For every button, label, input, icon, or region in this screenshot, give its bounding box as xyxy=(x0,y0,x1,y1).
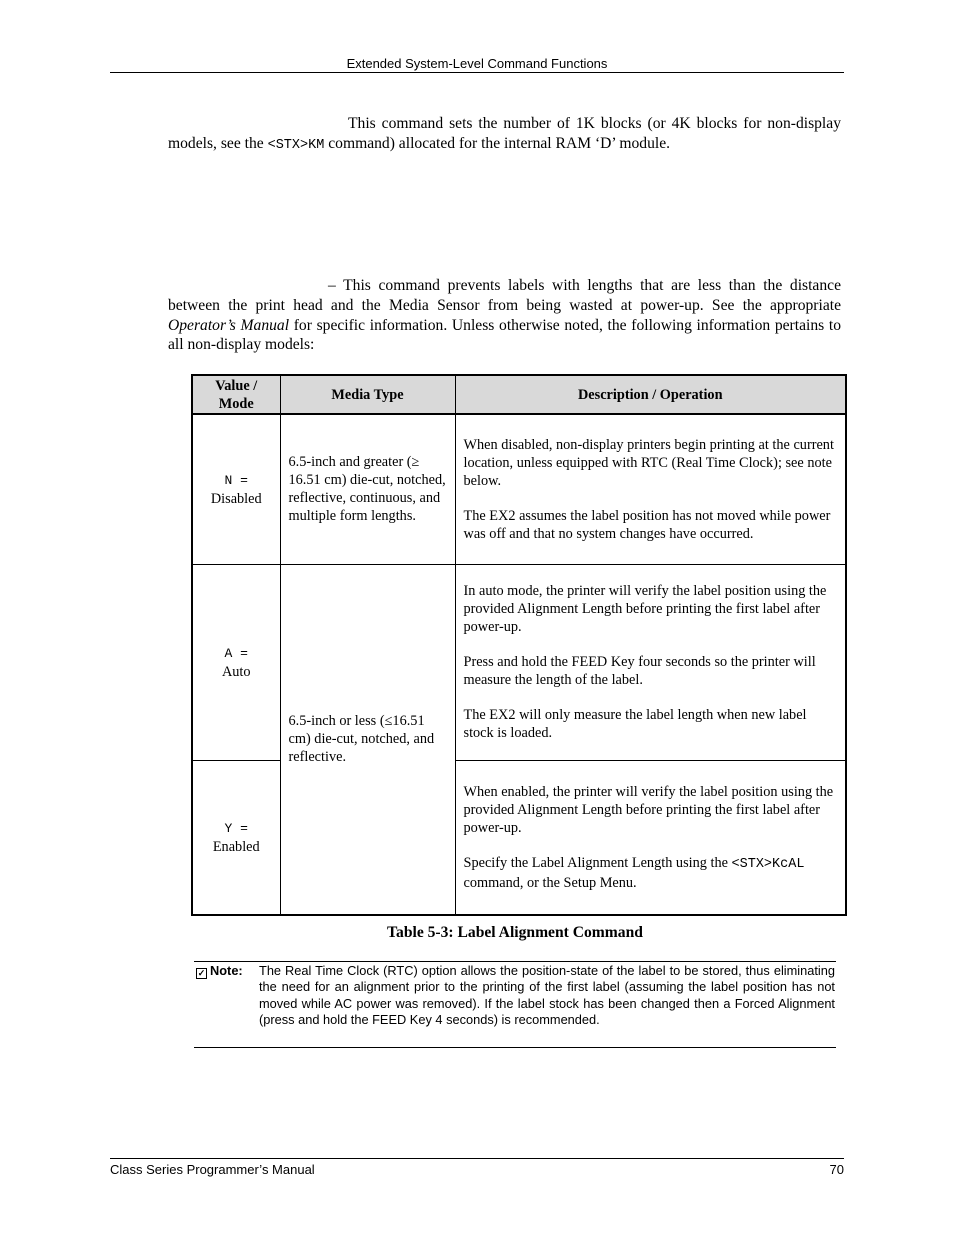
footer-rule xyxy=(110,1158,844,1159)
description-text: Press and hold the FEED Key four seconds so the printer will measure the length of the label. xyxy=(463,654,816,688)
header-rule xyxy=(110,72,844,73)
description-text: In auto mode, the printer will verify the label position using the provided Alignment Length before printing the first label after power-up. xyxy=(463,583,827,635)
para2-manual-title: Operator’s Manual xyxy=(168,316,290,334)
table-caption: Table 5-3: Label Alignment Command xyxy=(387,924,643,941)
description-text xyxy=(464,854,838,892)
description-code: <STX>KcAL xyxy=(731,856,805,872)
media-type-cell: 6.5-inch and greater (≥ 16.51 cm) die-cut, notched, reflective, continuous, and multiple form lengths. xyxy=(280,414,455,564)
para1-code: <STX>KM xyxy=(267,137,325,153)
media-type-cell: 6.5-inch or less (≤16.51 cm) die-cut, notched, and reflective. xyxy=(280,564,455,915)
para1-text-a: This command sets the number of 1K blocks (or 4K blocks for non-display models, see the xyxy=(168,115,841,152)
col-header-description: Description / Operation xyxy=(455,375,846,414)
description-cell xyxy=(455,564,846,760)
value-code: A = xyxy=(224,645,248,661)
table-header-row xyxy=(192,375,846,414)
value-mode: Enabled xyxy=(212,838,260,855)
paragraph-ram-blocks xyxy=(168,114,841,156)
running-header: Extended System-Level Command Functions xyxy=(346,56,608,71)
value-mode: Auto xyxy=(221,663,251,680)
value-cell xyxy=(192,564,280,760)
footer-title: Class Series Programmer’s Manual xyxy=(110,1162,315,1177)
description-cell xyxy=(455,414,846,564)
col-header-value-mode: Value / Mode xyxy=(192,375,280,414)
table-row xyxy=(192,414,846,564)
description-text: The EX2 assumes the label position has not moved while power was off and that no system changes have occurred. xyxy=(463,507,831,542)
value-mode: Disabled xyxy=(210,490,262,507)
checkbox-icon: ✓ xyxy=(197,968,206,978)
para2-text-a: – This command prevents labels with lengths that are less than the distance between the print head and the Media Sensor from being wasted at power-up. See the appropriate xyxy=(168,277,841,314)
para1-text-b: command) allocated for the internal RAM ‘D’ module. xyxy=(324,134,671,152)
footer xyxy=(110,1162,844,1177)
label-alignment-table xyxy=(191,374,847,916)
note-label-text: Note: xyxy=(210,963,243,978)
table-row xyxy=(192,564,846,760)
description-text: When enabled, the printer will verify the label position using the provided Alignment Length before printing the first label after power-up. xyxy=(463,783,834,836)
description-text-a: Specify the Label Alignment Length using the xyxy=(463,854,732,871)
col-header-media-type: Media Type xyxy=(280,375,455,414)
note-top-rule xyxy=(194,961,836,962)
description-cell xyxy=(455,760,846,915)
description-text: When disabled, non-display printers begin printing at the current location, unless equipped with RTC (Real Time Clock); see note below. xyxy=(463,436,834,489)
value-code: N = xyxy=(224,472,248,488)
paragraph-label-alignment xyxy=(168,276,841,355)
note-text: The Real Time Clock (RTC) option allows the position-state of the label to be stored, thus eliminating the need for an alignment prior to the printing of the first label (assuming the label position has not moved while AC power was removed). If the label stock has been changed then a Forced Alignment (press and hold the FEED Key 4 seconds) is recommended. xyxy=(259,963,835,1027)
para2-text-b: for specific information. Unless otherwise noted, the following information pertains to all non-display models: xyxy=(168,316,842,354)
note-label xyxy=(196,963,243,979)
page-number: 70 xyxy=(829,1162,844,1177)
description-text: The EX2 will only measure the label length when new label stock is loaded. xyxy=(463,707,807,741)
description-text-b: command, or the Setup Menu. xyxy=(463,874,637,891)
value-code: Y = xyxy=(224,820,248,836)
note-bottom-rule xyxy=(194,1047,836,1048)
value-cell xyxy=(192,760,280,915)
value-cell xyxy=(192,414,280,564)
